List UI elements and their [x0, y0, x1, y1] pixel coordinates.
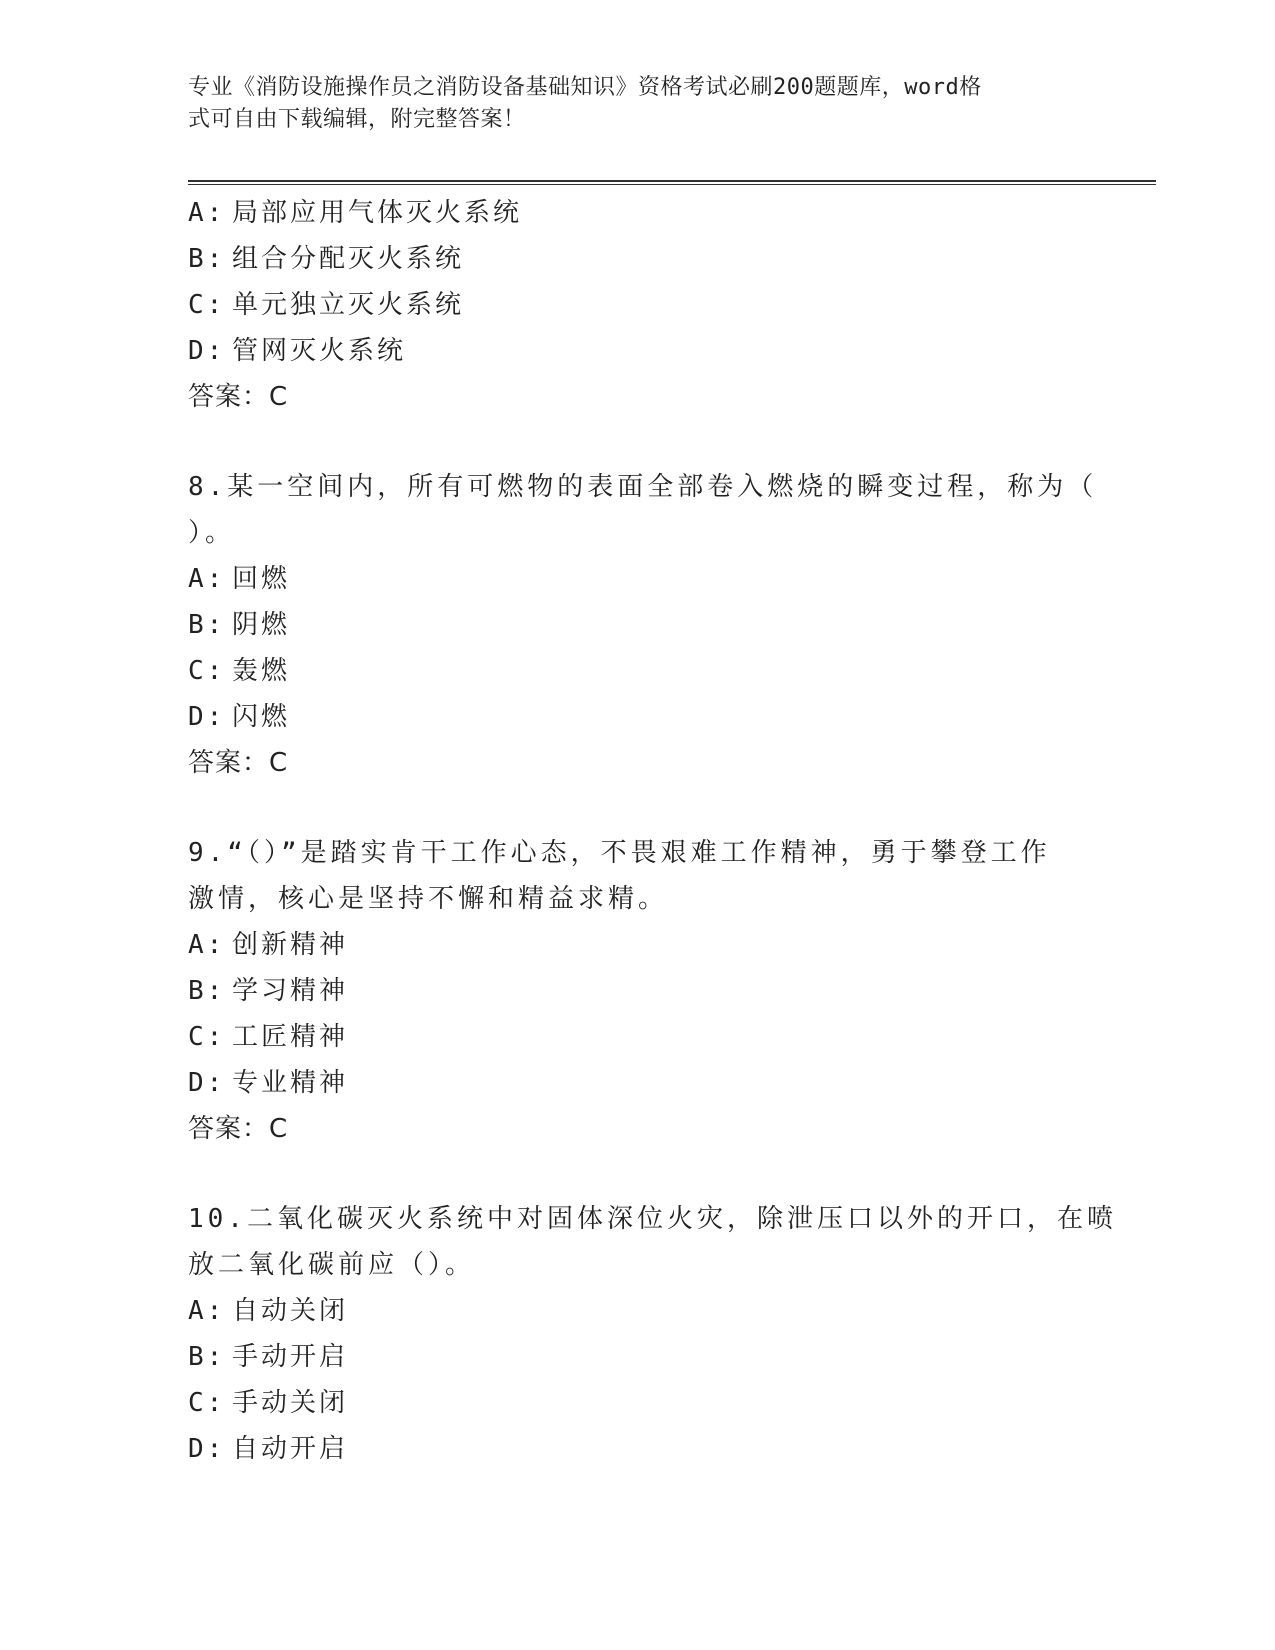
option-b: B: 阴燃: [188, 610, 291, 640]
option-b: B: 手动开启: [188, 1342, 349, 1372]
question-text-line-1: 8.某一空间内，所有可燃物的表面全部卷入燃烧的瞬变过程，称为（: [188, 472, 1098, 502]
question-8: [188, 464, 1098, 786]
question-text-line-2: 激情，核心是坚持不懈和精益求精。: [188, 884, 669, 914]
question-10: [188, 1196, 1117, 1472]
option-d: D: 管网灭火系统: [188, 336, 407, 366]
answer: 答案：C: [188, 382, 289, 412]
header-divider-thin: [188, 184, 1156, 185]
question-list: [188, 190, 1117, 1472]
spacer: [188, 1152, 1088, 1196]
question-7: [188, 190, 1088, 420]
option-c: C: 手动关闭: [188, 1388, 349, 1418]
question-9: [188, 830, 1088, 1152]
option-b: B: 学习精神: [188, 976, 349, 1006]
header-line-2: 式可自由下载编辑，附完整答案！: [188, 107, 526, 132]
option-d: D: 自动开启: [188, 1434, 349, 1464]
option-a: A: 创新精神: [188, 930, 349, 960]
question-text-line-1: 10.二氧化碳灭火系统中对固体深位火灾，除泄压口以外的开口，在喷: [188, 1204, 1117, 1234]
header-line-1: 专业《消防设施操作员之消防设备基础知识》资格考试必刷200题题库，word格: [188, 75, 982, 100]
spacer: [188, 786, 1088, 830]
option-a: A: 自动关闭: [188, 1296, 349, 1326]
option-c: C: 单元独立灭火系统: [188, 290, 465, 320]
option-d: D: 专业精神: [188, 1068, 349, 1098]
option-d: D: 闪燃: [188, 702, 291, 732]
question-text-line-2: 放二氧化碳前应（）。: [188, 1250, 476, 1280]
option-b: B: 组合分配灭火系统: [188, 244, 465, 274]
header-divider-thick: [188, 180, 1156, 182]
question-text-line-1: 9.“（）”是踏实肯干工作心态，不畏艰难工作精神，勇于攀登工作: [188, 838, 1051, 868]
option-a: A: 回燃: [188, 564, 291, 594]
question-text-line-2: ）。: [188, 518, 236, 548]
option-c: C: 工匠精神: [188, 1022, 349, 1052]
document-header: [188, 72, 1068, 136]
answer: 答案：C: [188, 748, 289, 778]
option-c: C: 轰燃: [188, 656, 291, 686]
spacer: [188, 420, 1088, 464]
answer: 答案：C: [188, 1114, 289, 1144]
option-a: A: 局部应用气体灭火系统: [188, 198, 523, 228]
